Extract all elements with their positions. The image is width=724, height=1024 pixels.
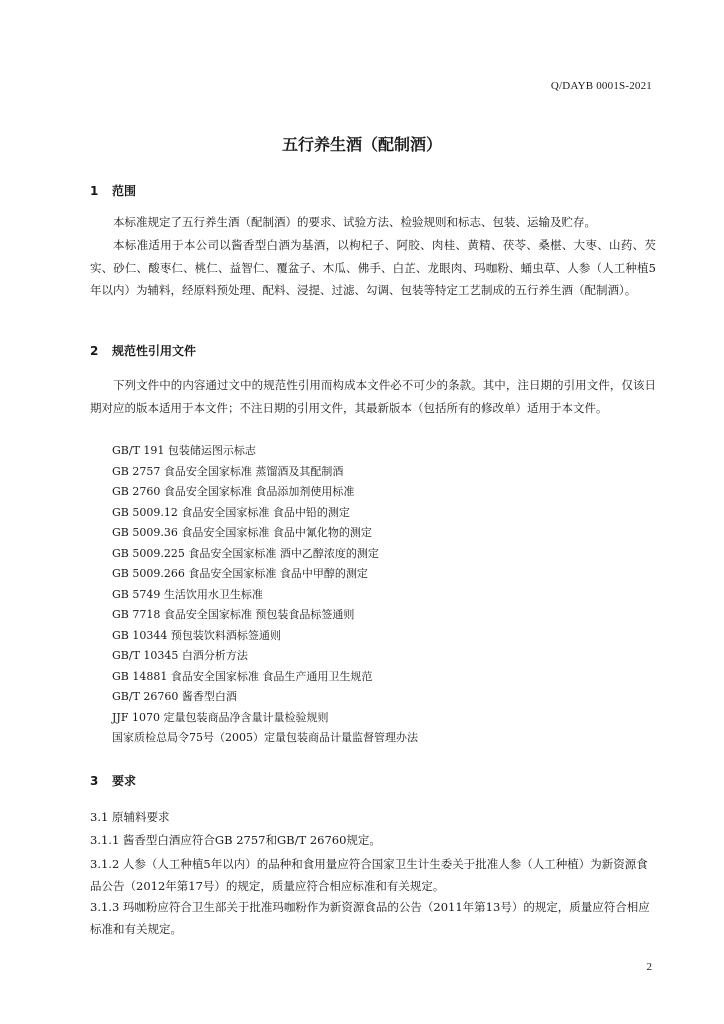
- section-heading-requirements: [90, 772, 136, 789]
- reference-item: GB 5009.225 食品安全国家标准 酒中乙醇浓度的测定: [112, 546, 379, 560]
- reference-item: 国家质检总局令75号（2005）定量包装商品计量监督管理办法: [112, 731, 418, 744]
- section-number: 2: [90, 344, 99, 358]
- scope-paragraph-2: 本标准适用于本公司以酱香型白酒为基酒，以枸杞子、阿胶、肉桂、黄精、茯苓、桑椹、大枣、山药、芡实、砂仁、酸枣仁、桃仁、益智仁、覆盆子、木瓜、佛手、白芷、龙眼肉、玛咖粉、蛹虫草、人参（人工种植5年以内）为辅料，经原料预处理、配料、浸提、过滤、勾调、包装等特定工艺制成的五行养生酒（配制酒）。: [90, 238, 656, 297]
- reference-item: GB 2757 食品安全国家标准 蒸馏酒及其配制酒: [112, 464, 344, 478]
- section-title: 范围: [112, 184, 137, 198]
- document-code: Q/DAYB 0001S-2021: [550, 80, 652, 92]
- reference-item: GB 5009.12 食品安全国家标准 食品中铅的测定: [112, 505, 350, 519]
- section-heading-references: [90, 342, 196, 359]
- subsection-3-1: 3.1 原辅料要求: [90, 810, 170, 824]
- reference-item: GB 5009.266 食品安全国家标准 食品中甲醇的测定: [112, 567, 368, 580]
- page-title: 五行养生酒（配制酒）: [281, 135, 442, 154]
- references-intro: 下列文件中的内容通过文中的规范性引用而构成本文件必不可少的条款。其中，注日期的引用文件，仅该日期对应的版本适用于本文件；不注日期的引用文件，其最新版本（包括所有的修改单）适用于本文件。: [90, 378, 656, 415]
- reference-item: GB 14881 食品安全国家标准 食品生产通用卫生规范: [112, 669, 373, 683]
- subsection-3-1-2: 3.1.2 人参（人工种植5年以内）的品种和食用量应符合国家卫生计生委关于批准人参（人工种植）为新资源食品公告（2012年第17号）的规定，质量应符合相应标准和有关规定。: [90, 857, 648, 893]
- reference-item: GB 7718 食品安全国家标准 预包装食品标签通则: [112, 608, 355, 621]
- reference-item: GB/T 26760 酱香型白酒: [112, 690, 237, 703]
- section-title: 规范性引用文件: [112, 344, 197, 358]
- section-number: 3: [90, 774, 99, 788]
- reference-item: GB 5749 生活饮用水卫生标准: [112, 587, 263, 601]
- section-title: 要求: [112, 774, 137, 788]
- reference-list: [112, 441, 418, 749]
- reference-item: GB/T 191 包装储运图示标志: [112, 444, 256, 457]
- reference-item: JJF 1070 定量包装商品净含量计量检验规则: [112, 710, 329, 724]
- section-heading-scope: [90, 182, 136, 199]
- reference-item: GB/T 10345 白酒分析方法: [112, 649, 248, 662]
- reference-item: GB 2760 食品安全国家标准 食品添加剂使用标准: [112, 485, 355, 498]
- reference-item: GB 10344 预包装饮料酒标签通则: [112, 628, 281, 642]
- subsection-3-1-1: 3.1.1 酱香型白酒应符合GB 2757和GB/T 26760规定。: [90, 833, 381, 847]
- page-number: 2: [646, 961, 652, 973]
- scope-paragraph-1: 本标准规定了五行养生酒（配制酒）的要求、试验方法、检验规则和标志、包装、运输及贮存。: [113, 215, 596, 229]
- reference-item: GB 5009.36 食品安全国家标准 食品中氰化物的测定: [112, 526, 372, 539]
- section-number: 1: [90, 184, 99, 198]
- subsection-3-1-3: 3.1.3 玛咖粉应符合卫生部关于批准玛咖粉作为新资源食品的公告（2011年第13号）的规定，质量应符合相应标准和有关规定。: [90, 900, 650, 936]
